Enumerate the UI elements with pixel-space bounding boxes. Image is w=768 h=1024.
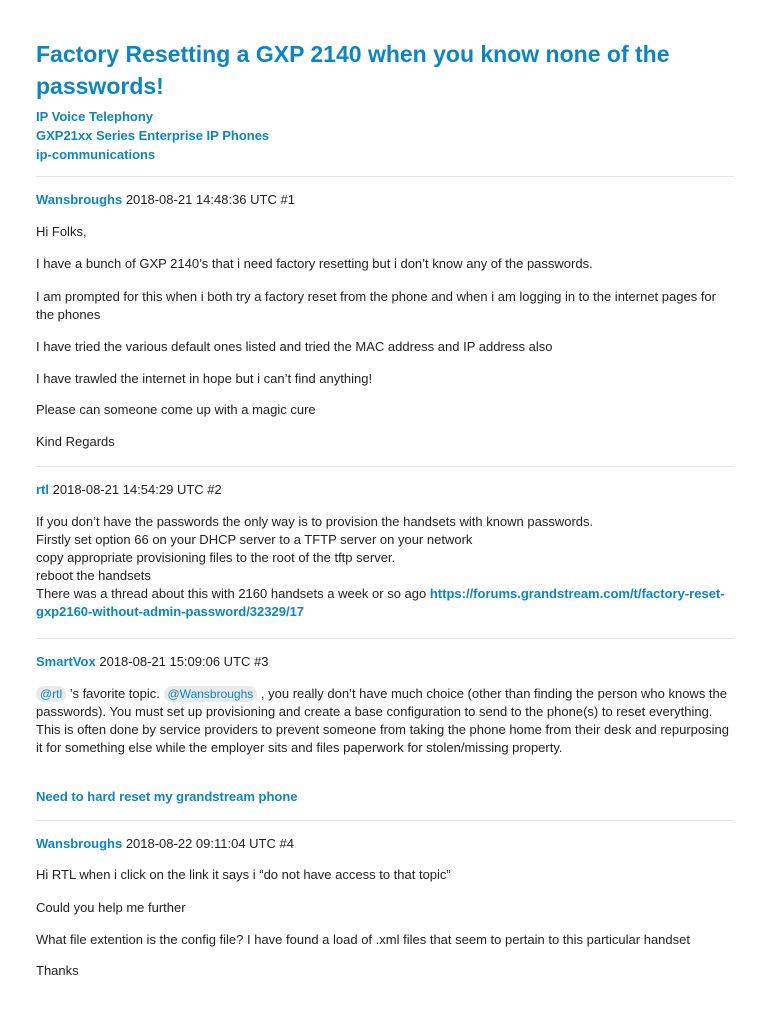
mention-rtl[interactable]: @rtl	[36, 686, 66, 702]
post-2-author-link[interactable]: rtl	[36, 482, 49, 497]
post-4-author-link[interactable]: Wansbroughs	[36, 836, 123, 851]
post-3-author-link[interactable]: SmartVox	[36, 654, 96, 669]
post-4-paragraph: Hi RTL when i click on the link it says i “do not have access to that topic”	[36, 867, 451, 882]
category-link-gxp21xx[interactable]: GXP21xx Series Enterprise IP Phones	[36, 128, 270, 143]
post-3-header	[36, 653, 736, 671]
category-link-ip-voice-telephony[interactable]: IP Voice Telephony	[36, 109, 154, 124]
post-1-paragraph: I am prompted for this when i both try a factory reset from the phone and when i am logging in to the internet pages for the phones	[36, 289, 716, 322]
post-2-line: copy appropriate provisioning files to the root of the tftp server.	[36, 550, 396, 565]
post-1-header	[36, 191, 736, 209]
post-2-header	[36, 481, 736, 499]
post-4-paragraph: Could you help me further	[36, 900, 186, 915]
post-2-line: Firstly set option 66 on your DHCP server to a TFTP server on your network	[36, 532, 473, 547]
post-1-paragraph: I have tried the various default ones listed and tried the MAC address and IP address also	[36, 339, 553, 354]
post-3-text: ’s favorite topic.	[66, 686, 164, 701]
post-2-thread-text: There was a thread about this with 2160 handsets a week or so ago	[36, 586, 430, 601]
post-4-header	[36, 835, 736, 853]
post-1-paragraph: I have trawled the internet in hope but i can’t find anything!	[36, 371, 373, 386]
mention-wansbroughs[interactable]: @Wansbroughs	[164, 686, 258, 702]
post-2-line	[36, 585, 736, 621]
category-list	[36, 107, 269, 164]
post-2-meta: 2018-08-21 14:54:29 UTC #2	[52, 482, 222, 497]
post-3-text: , you really don’t have much choice (other than finding the person who knows the passwords). You must set up provisioning and create a base configuration to send to the phone(s) to reset everything. This is often done by service providers to prevent someone from taking the phone home from their desk and repurposing it for something else while the employer sits and files paperwork for stolen/missing property.	[36, 686, 729, 755]
post-3-topic-link[interactable]: Need to hard reset my grandstream phone	[36, 789, 298, 804]
post-4-paragraph: What file extention is the config file? I have found a load of .xml files that seem to pertain to this particular handset	[36, 932, 690, 947]
post-4-paragraph: Thanks	[36, 963, 79, 978]
post-3-meta: 2018-08-21 15:09:06 UTC #3	[99, 654, 269, 669]
post-3-paragraph	[36, 685, 736, 757]
divider	[36, 466, 734, 467]
post-1-paragraph: I have a bunch of GXP 2140’s that i need factory resetting but i don’t know any of the passwords.	[36, 256, 593, 271]
post-1-author-link[interactable]: Wansbroughs	[36, 192, 123, 207]
post-1-paragraph: Please can someone come up with a magic cure	[36, 402, 316, 417]
category-link-ip-communications[interactable]: ip-communications	[36, 147, 156, 162]
divider	[36, 176, 734, 177]
divider	[36, 638, 734, 639]
post-2-line: reboot the handsets	[36, 568, 151, 583]
divider	[36, 820, 734, 821]
post-1-paragraph: Kind Regards	[36, 434, 115, 449]
post-1-meta: 2018-08-21 14:48:36 UTC #1	[125, 192, 295, 207]
post-2-thread-link[interactable]: https://forums.grandstream.com/t/factory-reset-gxp2160-without-admin-password/32329/17	[36, 586, 725, 619]
post-4-meta: 2018-08-22 09:11:04 UTC #4	[125, 836, 294, 851]
post-2-body	[36, 513, 736, 621]
post-1-paragraph: Hi Folks,	[36, 224, 87, 239]
post-2-line: If you don’t have the passwords the only way is to provision the handsets with known passwords.	[36, 514, 594, 529]
topic-title: Factory Resetting a GXP 2140 when you know none of the passwords!	[36, 41, 670, 99]
